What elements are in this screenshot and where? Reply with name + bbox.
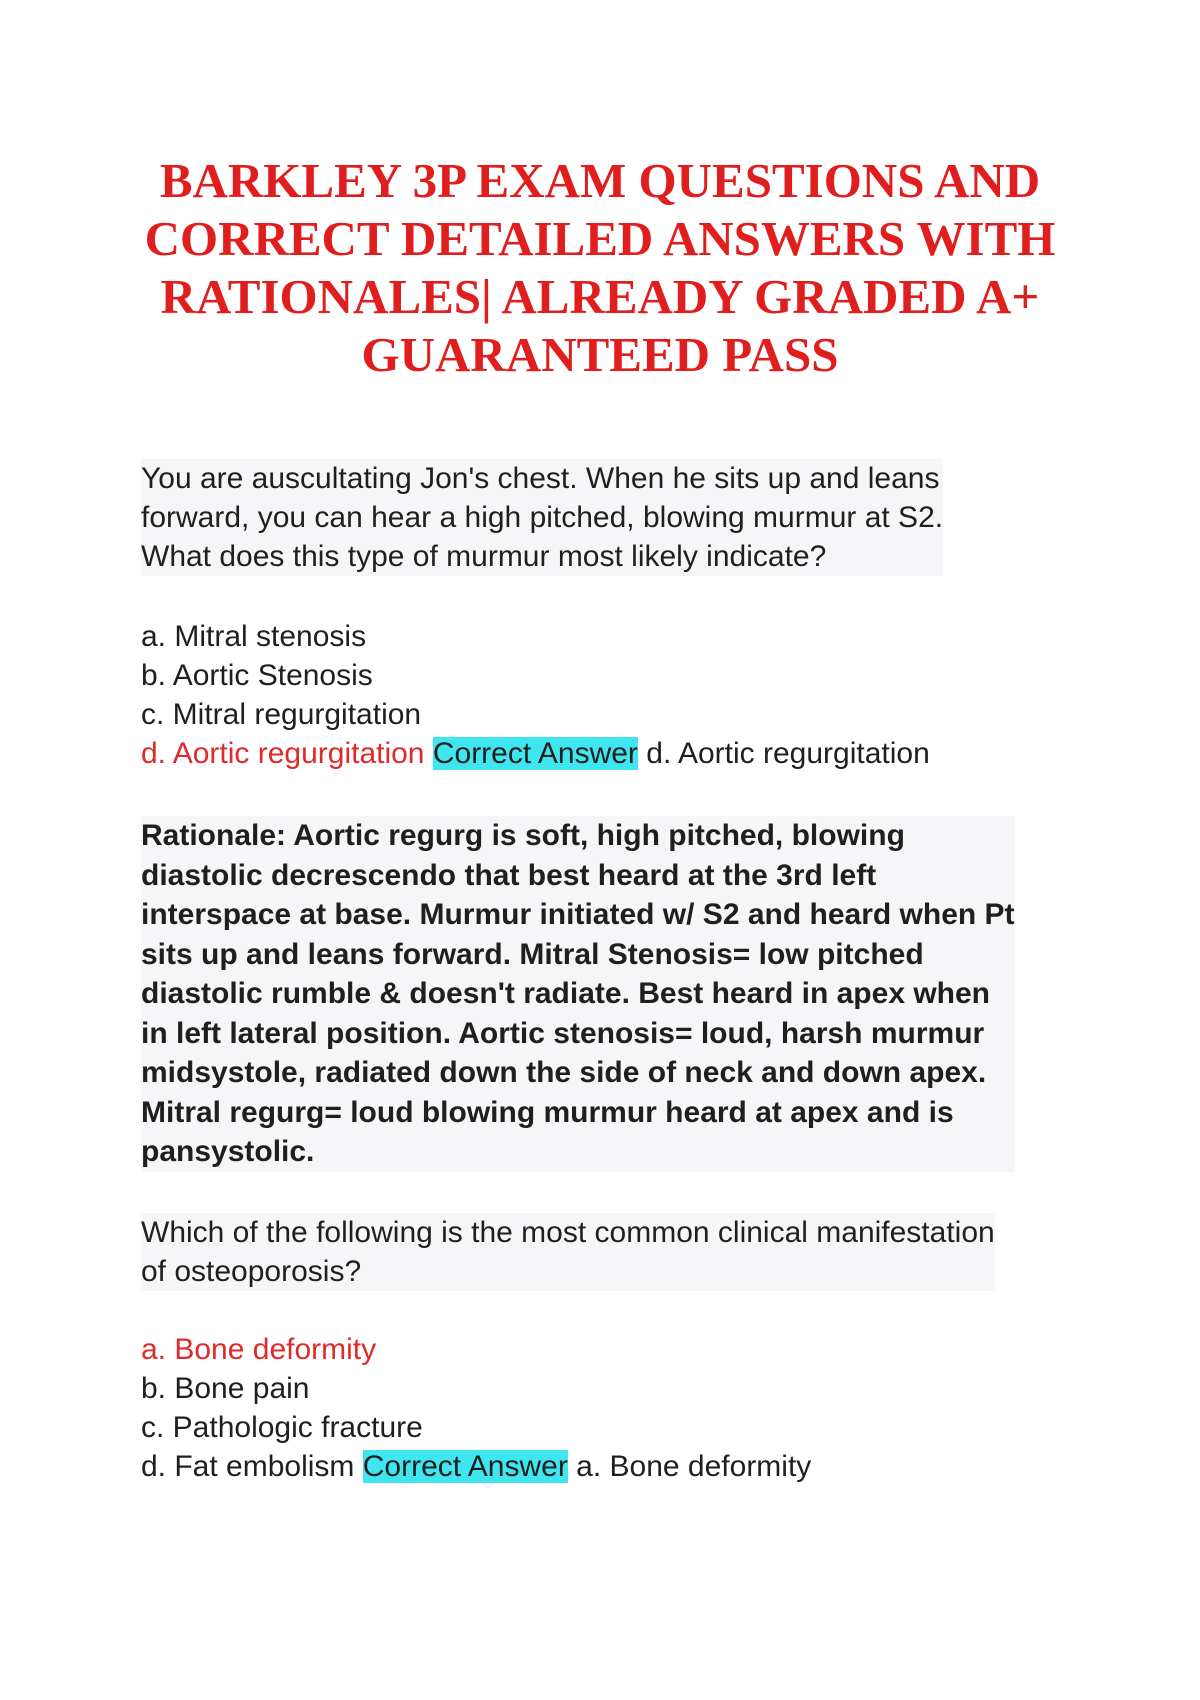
stem-line: of osteoporosis? (141, 1252, 995, 1291)
option-b: b. Aortic Stenosis (141, 659, 373, 692)
title-line: CORRECT DETAILED ANSWERS WITH (144, 211, 1056, 266)
rationale (141, 816, 1015, 1172)
option-a: a. Bone deformity (141, 1333, 377, 1366)
rationale-line: sits up and leans forward. Mitral Stenosis= low pitched (141, 935, 1015, 975)
stem-line: forward, you can hear a high pitched, blowing murmur at S2. (141, 498, 943, 537)
correct-answer-label: Correct Answer (362, 1450, 568, 1483)
rationale-line: diastolic rumble & doesn't radiate. Best heard in apex when (141, 974, 1015, 1014)
option-c: c. Mitral regurgitation (141, 698, 422, 731)
correct-answer-label: Correct Answer (432, 737, 638, 770)
rationale-line: in left lateral position. Aortic stenosis= loud, harsh murmur (141, 1014, 1015, 1054)
correct-answer-value: a. Bone deformity (576, 1450, 812, 1483)
option-a: a. Mitral stenosis (141, 620, 367, 653)
stem-line: You are auscultating Jon's chest. When he sits up and leans (141, 459, 943, 498)
document-title (120, 152, 1080, 384)
option-d: d. Fat embolism (141, 1450, 355, 1483)
option-d-row (141, 1447, 811, 1486)
question-1-stem (141, 459, 943, 576)
title-line: RATIONALES| ALREADY GRADED A+ (160, 269, 1040, 324)
question-2-options (141, 1330, 811, 1486)
option-d-row (141, 734, 930, 773)
rationale-line: Mitral regurg= loud blowing murmur heard at apex and is (141, 1093, 1015, 1133)
rationale-line: Rationale: Aortic regurg is soft, high pitched, blowing (141, 816, 1015, 856)
question-2-stem (141, 1213, 995, 1291)
rationale-line: diastolic decrescendo that best heard at the 3rd left (141, 856, 1015, 896)
option-b: b. Bone pain (141, 1372, 310, 1405)
question-1-options (141, 617, 930, 773)
stem-line: Which of the following is the most common clinical manifestation (141, 1213, 995, 1252)
title-line: GUARANTEED PASS (361, 327, 839, 382)
title-line: BARKLEY 3P EXAM QUESTIONS AND (159, 153, 1041, 208)
option-c: c. Pathologic fracture (141, 1411, 423, 1444)
stem-line: What does this type of murmur most likely indicate? (141, 537, 943, 576)
rationale-line: midsystole, radiated down the side of neck and down apex. (141, 1053, 1015, 1093)
correct-answer-value: d. Aortic regurgitation (646, 737, 930, 770)
option-d: d. Aortic regurgitation (141, 737, 425, 770)
rationale-line: pansystolic. (141, 1132, 1015, 1172)
rationale-line: interspace at base. Murmur initiated w/ S2 and heard when Pt (141, 895, 1015, 935)
